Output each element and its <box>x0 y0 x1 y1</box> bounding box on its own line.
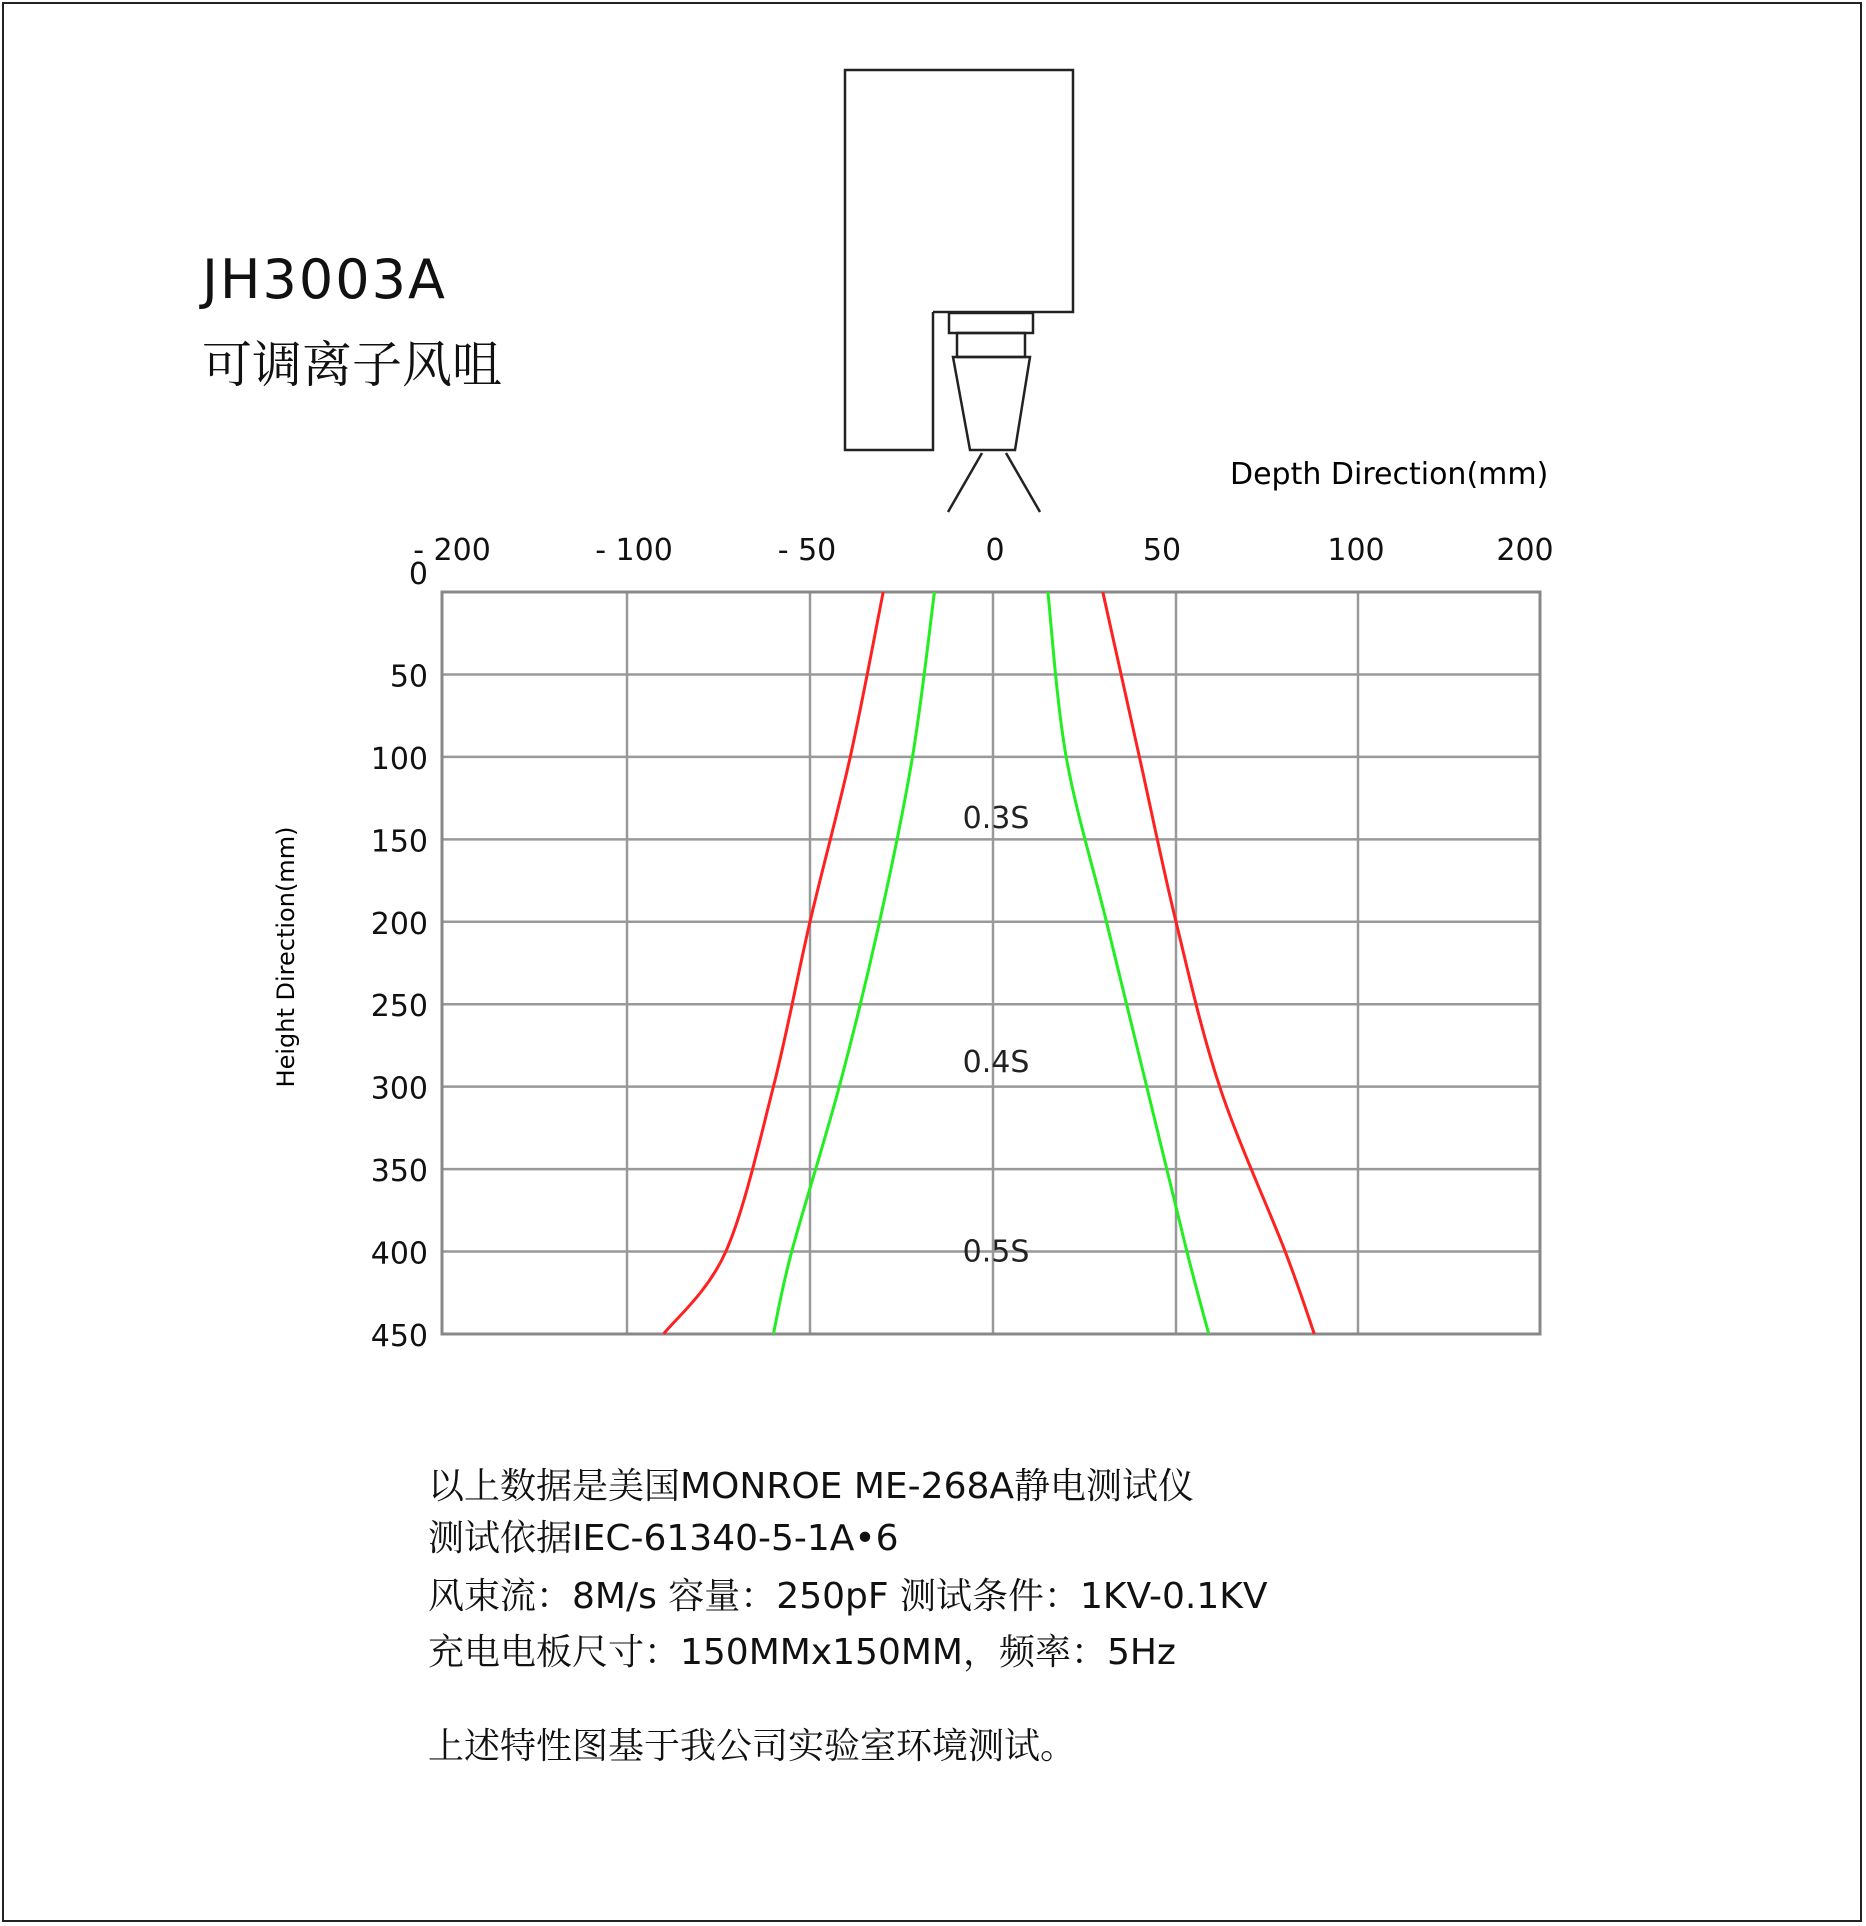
x-tick-label: - 100 <box>595 533 673 568</box>
time-annotation: 0.4S <box>962 1044 1030 1080</box>
y-axis-label: Height Direction(mm) <box>272 826 300 1088</box>
note-line-4: 充电电板尺寸：150MMx150MM，频率：5Hz <box>428 1632 1176 1673</box>
y-tick-label: 250 <box>370 989 428 1025</box>
nozzle-illustration-icon <box>845 70 1073 512</box>
y-tick-label: 100 <box>370 741 428 777</box>
x-tick-label: 200 <box>1496 533 1554 568</box>
y-tick-label: 300 <box>370 1071 428 1107</box>
note-line-3: 风束流：8M/s 容量：250pF 测试条件：1KV-0.1KV <box>428 1576 1268 1617</box>
note-line-1: 以上数据是美国MONROE ME-268A静电测试仪 <box>428 1466 1195 1507</box>
y-tick-labels <box>371 557 428 1354</box>
plot-border <box>442 592 1540 1334</box>
y-tick-label: 350 <box>370 1154 428 1190</box>
note-line-2: 测试依据IEC-61340-5-1A•6 <box>428 1518 899 1559</box>
product-name: 可调离子风咀 <box>202 336 502 394</box>
series-line-left <box>664 592 884 1334</box>
x-axis-label: Depth Direction(mm) <box>1230 457 1549 492</box>
y-tick-label: 150 <box>370 824 428 860</box>
chart-series <box>664 592 1315 1334</box>
time-annotation: 0.3S <box>962 800 1030 836</box>
y-tick-label: 0 <box>408 557 428 592</box>
series-line-left <box>773 592 934 1334</box>
chart-annotations <box>963 801 1030 1270</box>
y-tick-label: 200 <box>370 906 428 942</box>
x-tick-label: - 50 <box>777 533 837 568</box>
y-tick-label: 50 <box>389 659 428 695</box>
x-tick-label: - 200 <box>413 533 491 568</box>
note-line-5: 上述特性图基于我公司实验室环境测试。 <box>428 1726 1077 1767</box>
y-tick-label: 400 <box>370 1236 428 1272</box>
x-tick-label: 50 <box>1142 533 1182 568</box>
product-model: JH3003A <box>202 248 447 311</box>
series-line-right <box>1103 592 1315 1334</box>
y-tick-label: 450 <box>370 1319 428 1354</box>
x-tick-label: 100 <box>1327 533 1385 568</box>
time-annotation: 0.5S <box>962 1234 1030 1270</box>
x-tick-labels <box>413 533 1553 568</box>
x-tick-label: 0 <box>985 533 1005 568</box>
chart-grid <box>442 592 1540 1334</box>
